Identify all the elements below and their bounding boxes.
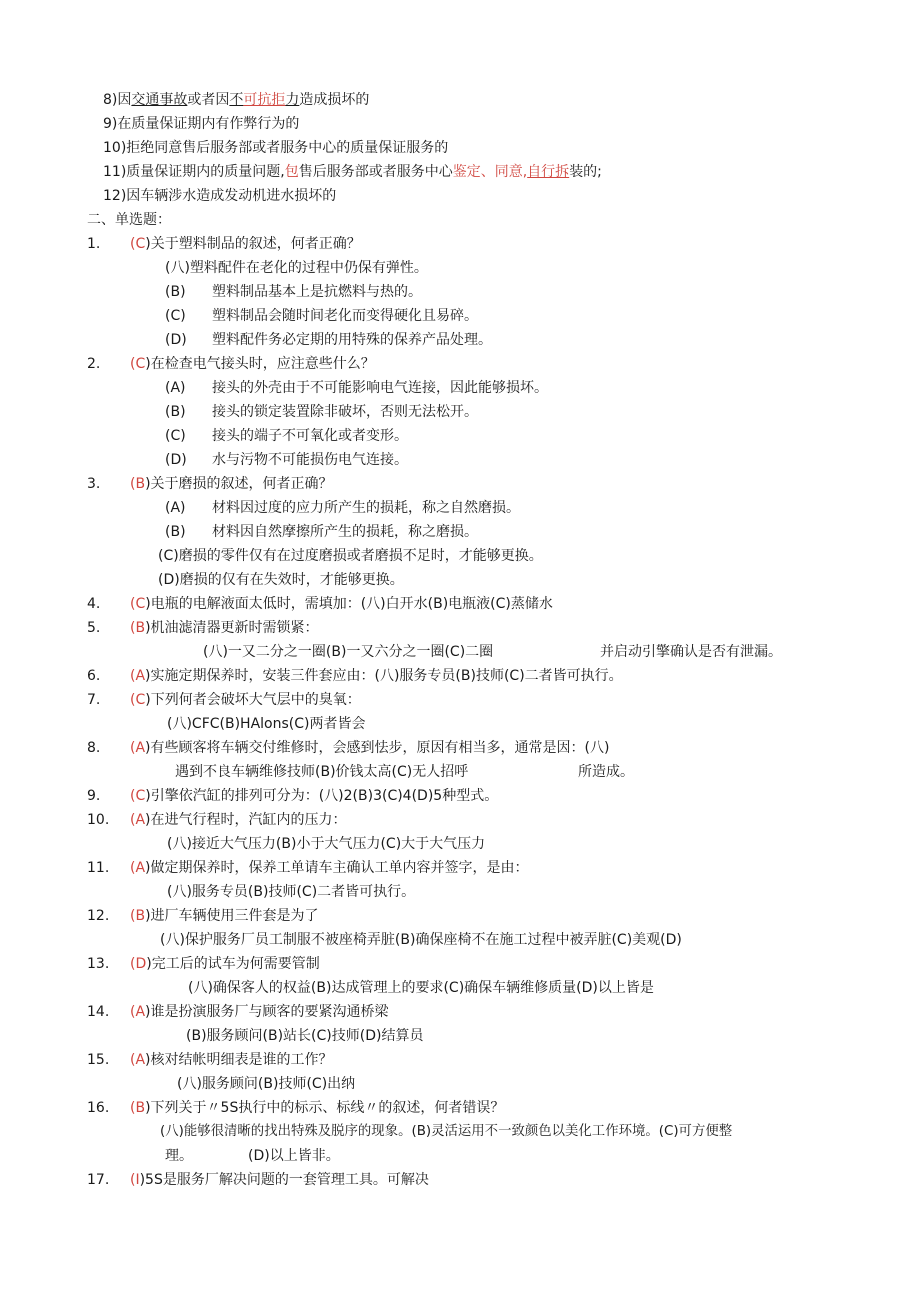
- q7-stem: (C)下列何者会破坏大气层中的臭氧：: [130, 692, 361, 708]
- q16-options: (八)能够很清晰的找出特殊及脱序的现象。(B)灵活运用不一致颜色以美化工作环境。(C)可方便整: [160, 1124, 733, 1139]
- q13-options: (八)确保客人的权益(B)达成管理上的要求(C)确保车辆维修质量(D)以上皆是: [188, 980, 654, 996]
- q2-option-d-label: (D): [165, 452, 187, 468]
- q16-options-cont: 理。: [165, 1148, 193, 1164]
- q1-option-b: 塑料制品基本上是抗燃料与热的。: [212, 284, 422, 300]
- q2-option-a: 接头的外壳由于不可能影响电气连接，因此能够损坏。: [212, 380, 548, 396]
- q13-number: 13.: [87, 956, 110, 972]
- q16-stem: (B)下列关于〃5S执行中的标示、标线〃的叙述，何者错误？: [130, 1100, 505, 1116]
- q12-stem: (B)进厂车辆使用三件套是为了: [130, 908, 319, 924]
- q8-options-tail: 所造成。: [578, 764, 634, 780]
- q6-answer: (A: [130, 668, 146, 684]
- q1-answer: (C: [130, 236, 146, 252]
- q16-answer: (B: [130, 1100, 146, 1116]
- q3-option-a-label: (A): [165, 500, 186, 516]
- q3-answer: (B: [130, 476, 146, 492]
- q2-answer: (C: [130, 356, 146, 372]
- q10-number: 10.: [87, 812, 110, 828]
- q2-option-c: 接头的端子不可氧化或者变形。: [212, 428, 408, 444]
- q11-options: (八)服务专员(B)技师(C)二者皆可执行。: [167, 884, 416, 900]
- q10-options: (八)接近大气压力(B)小于大气压力(C)大于大气压力: [167, 836, 486, 852]
- q3-option-b: 材料因自然摩擦所产生的损耗，称之磨损。: [212, 524, 478, 540]
- q6-stem: (A)实施定期保养时，安装三件套应由：(八)服务专员(B)技师(C)二者皆可执行。: [130, 668, 623, 684]
- q8-options: 遇到不良车辆维修技师(B)价钱太高(C)无人招呼: [175, 764, 469, 780]
- q10-answer: (A: [130, 812, 146, 828]
- q4-stem: (C)电瓶的电解液面太低时，需填加：(八)白开水(B)电瓶液(C)蒸储水: [130, 596, 553, 612]
- q3-stem: (B)关于磨损的叙述，何者正确？: [130, 476, 333, 492]
- q11-answer: (A: [130, 860, 146, 876]
- item-8: 8)因交通事故或者因不可抗拒力造成损坏的: [103, 92, 370, 108]
- q1-stem: (C)关于塑料制品的叙述，何者正确？: [130, 236, 361, 252]
- q7-answer: (C: [130, 692, 146, 708]
- section-title: 二、单选题：: [87, 212, 171, 228]
- q8-answer: (A: [130, 740, 146, 756]
- q5-number: 5.: [87, 620, 101, 636]
- q12-answer: (B: [130, 908, 146, 924]
- q15-number: 15.: [87, 1052, 110, 1068]
- q3-option-c: (C)磨损的零件仅有在过度磨损或者磨损不足时，才能够更换。: [158, 548, 543, 564]
- q5-answer: (B: [130, 620, 146, 636]
- q2-option-c-label: (C): [165, 428, 186, 444]
- q4-answer: (C: [130, 596, 146, 612]
- q5-options: (八)一又二分之一圈(B)一又六分之一圈(C)二圈: [203, 644, 494, 660]
- q12-number: 12.: [87, 908, 110, 924]
- q15-options: (八)服务顾问(B)技师(C)出纳: [177, 1076, 356, 1092]
- q2-option-d: 水与污物不可能损伤电气连接。: [212, 452, 408, 468]
- q8-number: 8.: [87, 740, 101, 756]
- item-12: 12)因车辆涉水造成发动机进水损坏的: [103, 188, 337, 204]
- q17-answer: (I: [130, 1172, 140, 1188]
- q2-stem: (C)在检查电气接头时，应注意些什么？: [130, 356, 375, 372]
- q13-stem: (D)完工后的试车为何需要管制: [130, 956, 320, 972]
- q14-answer: (A: [130, 1004, 146, 1020]
- q15-answer: (A: [130, 1052, 146, 1068]
- q1-option-c: 塑料制品会随时间老化而变得硬化且易碎。: [212, 308, 478, 324]
- q1-option-d: 塑料配件务必定期的用特殊的保养产品处理。: [212, 332, 492, 348]
- q6-number: 6.: [87, 668, 101, 684]
- q2-option-a-label: (A): [165, 380, 186, 396]
- q12-options: (八)保护服务厂员工制服不被座椅弄脏(B)确保座椅不在施工过程中被弄脏(C)美观(D): [160, 932, 682, 948]
- q1-option-b-label: (B): [165, 284, 186, 300]
- q5-stem: (B)机油滤清器更新时需锁紧：: [130, 620, 319, 636]
- item-10: 10)拒绝同意售后服务部或者服务中心的质量保证服务的: [103, 140, 449, 156]
- q7-number: 7.: [87, 692, 101, 708]
- q15-stem: (A)核对结帐明细表是谁的工作？: [130, 1052, 333, 1068]
- q2-option-b-label: (B): [165, 404, 186, 420]
- q7-options: (八)CFC(B)HAlons(C)两者皆会: [167, 716, 366, 732]
- q11-stem: (A)做定期保养时，保养工单请车主确认工单内容并签字，是由：: [130, 860, 529, 876]
- q9-answer: (C: [130, 788, 146, 804]
- q3-option-d: (D)磨损的仅有在失效时，才能够更换。: [158, 572, 404, 588]
- q9-stem: (C)引擎依汽缸的排列可分为：(八)2(B)3(C)4(D)5种型式。: [130, 788, 499, 804]
- q17-number: 17.: [87, 1172, 110, 1188]
- q9-number: 9.: [87, 788, 101, 804]
- q2-option-b: 接头的锁定装置除非破坏，否则无法松开。: [212, 404, 478, 420]
- q5-options-tail: 并启动引擎确认是否有泄漏。: [600, 644, 782, 660]
- q16-option-d: (D)以上皆非。: [248, 1148, 340, 1164]
- q14-stem: (A)谁是扮演服务厂与顾客的要紧沟通桥梁: [130, 1004, 389, 1020]
- q3-number: 3.: [87, 476, 101, 492]
- q8-stem: (A)有些顾客将车辆交付维修时，会感到怯步，原因有相当多，通常是因：(八): [130, 740, 610, 756]
- q1-option-c-label: (C): [165, 308, 186, 324]
- item-11: 11)质量保证期内的质量问题,包售后服务部或者服务中心鉴定、同意,自行拆装的;: [103, 164, 602, 180]
- q3-option-b-label: (B): [165, 524, 186, 540]
- q3-option-a: 材料因过度的应力所产生的损耗，称之自然磨损。: [212, 500, 520, 516]
- q13-answer: (D: [130, 956, 147, 972]
- q1-option-d-label: (D): [165, 332, 187, 348]
- q16-number: 16.: [87, 1100, 110, 1116]
- q10-stem: (A)在进气行程时，汽缸内的压力：: [130, 812, 347, 828]
- q2-number: 2.: [87, 356, 101, 372]
- q11-number: 11.: [87, 860, 110, 876]
- q17-stem: (I)5S是服务厂解决问题的一套管理工具。可解决: [130, 1172, 429, 1188]
- q14-options: (B)服务顾问(B)站长(C)技师(D)结算员: [186, 1028, 424, 1044]
- q14-number: 14.: [87, 1004, 110, 1020]
- q1-number: 1.: [87, 236, 101, 252]
- q1-option-a: (八)塑料配件在老化的过程中仍保有弹性。: [165, 260, 428, 276]
- item-9: 9)在质量保证期内有作弊行为的: [103, 116, 300, 132]
- q4-number: 4.: [87, 596, 101, 612]
